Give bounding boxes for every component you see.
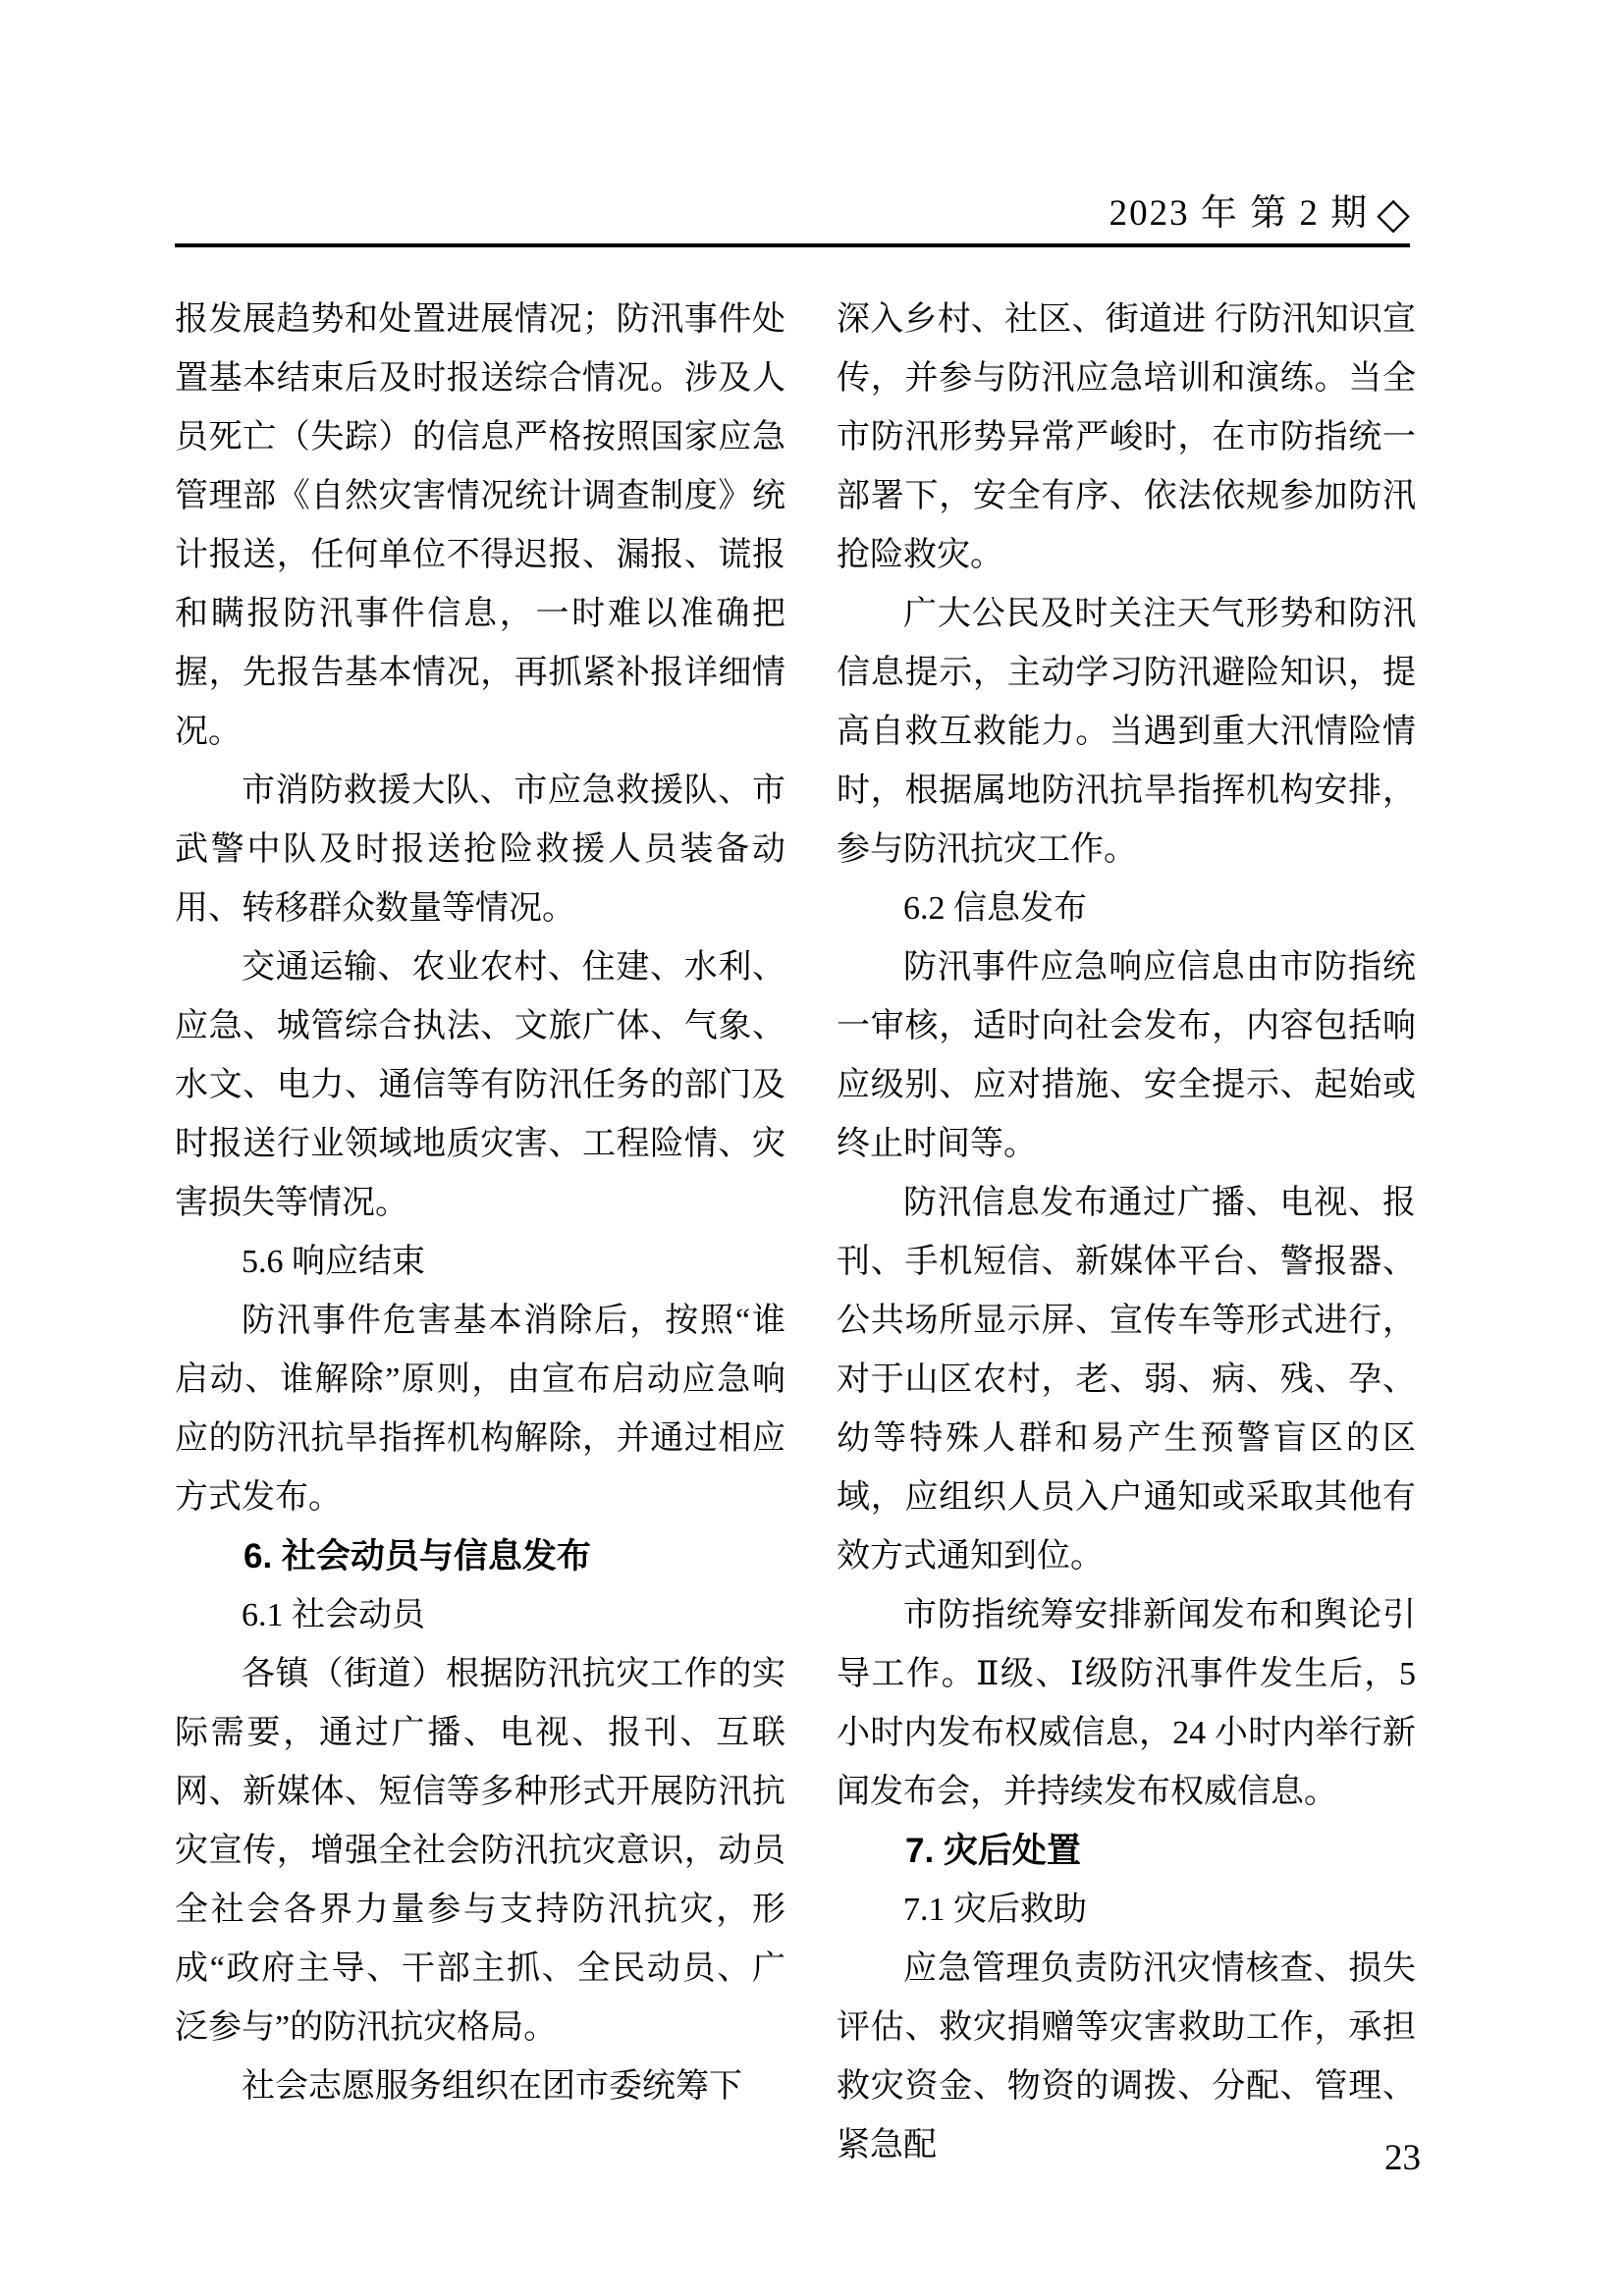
paragraph: 深入乡村、社区、街道进 行防汛知识宣传，并参与防汛应急培训和演练。当全市防汛形势异常严峻时，在市防指统一部署下，安全有序、依法依规参加防汛抢险救灾。 [837,301,1416,573]
paragraph: 报发展趋势和处置进展情况；防汛事件处置基本结束后及时报送综合情况。涉及人员死亡（失踪）的信息严格按照国家应急管理部《自然灾害情况统计调查制度》统计报送，任何单位不得迟报、漏报、谎报和瞒报防汛事件信息，一时难以准确把握，先报告基本情况，再抓紧补报详细情况。 [175,301,785,750]
header-issue-text: 2023 年 第 2 期 [1109,193,1370,234]
paragraph: 社会志愿服务组织在团市委统筹下 [242,2068,742,2105]
paragraph: 防汛事件应急响应信息由市防指统一审核，适时向社会发布，内容包括响应级别、应对措施、安全提示、起始或终止时间等。 [837,949,1416,1162]
paragraph: 广大公民及时关注天气形势和防汛信息提示，主动学习防汛避险知识，提高自救互救能力。当遇到重大汛情险情时，根据属地防汛抗旱指挥机构安排，参与防汛抗灾工作。 [837,596,1416,868]
paragraph: 市消防救援大队、市应急救援队、市武警中队及时报送抢险救援人员装备动用、转移群众数量等情况。 [175,773,785,927]
diamond-icon: ◇ [1377,189,1410,238]
paragraph: 市防指统筹安排新闻发布和舆论引导工作。Ⅱ级、Ⅰ级防汛事件发生后，5 小时内发布权威信息，24 小时内举行新闻发布会，并持续发布权威信息。 [837,1597,1416,1810]
paragraph: 交通运输、农业农村、住建、水利、应急、城管综合执法、文旅广体、气象、水文、电力、通信等有防汛任务的部门及时报送行业领域地质灾害、工程险情、灾害损失等情况。 [175,949,785,1221]
left-column [175,291,785,2175]
subsection-heading: 6.1 社会动员 [242,1597,425,1633]
page-number: 23 [1384,2138,1421,2178]
paragraph: 各镇（街道）根据防汛抗灾工作的实际需要，通过广播、电视、报刊、互联网、新媒体、短信等多种形式开展防汛抗灾宣传，增强全社会防汛抗灾意识，动员全社会各界力量参与支持防汛抗灾，形成“政府主导、干部主抓、全民动员、广泛参与”的防汛抗灾格局。 [175,1656,785,2046]
section-heading: 7. 灾后处置 [905,1832,1081,1870]
paragraph: 应急管理负责防汛灾情核查、损失评估、救灾捐赠等灾害救助工作，承担救灾资金、物资的调拨、分配、管理、紧急配 [837,1950,1416,2163]
header-rule [175,243,1410,247]
right-column [837,291,1416,2175]
subsection-heading: 5.6 响应结束 [242,1244,425,1280]
paragraph: 防汛信息发布通过广播、电视、报刊、手机短信、新媒体平台、警报器、公共场所显示屏、宣传车等形式进行，对于山区农村，老、弱、病、残、孕、幼等特殊人群和易产生预警盲区的区域，应组织人员入户通知或采取其他有效方式通知到位。 [837,1185,1416,1575]
content-columns [175,291,1416,2175]
subsection-heading: 6.2 信息发布 [903,890,1087,927]
subsection-heading: 7.1 灾后救助 [903,1892,1087,1928]
paragraph: 防汛事件危害基本消除后，按照“谁启动、谁解除”原则，由宣布启动应急响应的防汛抗旱指挥机构解除，并通过相应方式发布。 [175,1303,785,1516]
section-heading: 6. 社会动员与信息发布 [243,1537,591,1575]
page-header [175,190,1410,238]
